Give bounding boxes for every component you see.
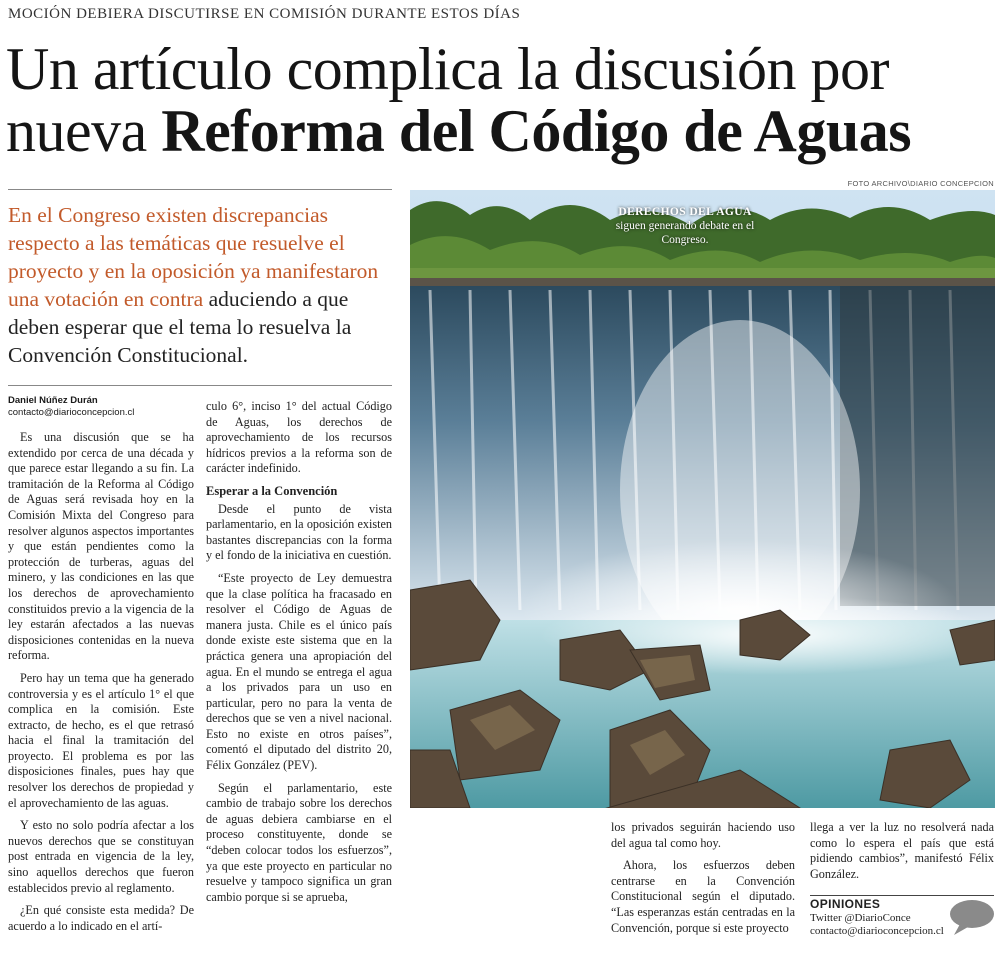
kicker: MOCIÓN DEBIERA DISCUTIRSE EN COMISIÓN DURANTE ESTOS DÍAS (8, 6, 521, 22)
headline-line2-bold: Reforma del Código de Aguas (161, 98, 912, 164)
article-column-4 (810, 820, 994, 889)
paragraph: ¿En qué consiste esta medida? De acuerdo a lo indicado en el artí- (8, 903, 194, 933)
lead-rest: aduciendo a que deben esperar que el tema lo resuelva la Convención Constitucional. (8, 287, 352, 367)
photo-caption (600, 205, 770, 247)
byline (8, 395, 134, 419)
paragraph: llega a ver la luz no resolverá nada como lo espera el país que está pidiendo cambios”, manifestó Félix González. (810, 820, 994, 881)
headline (6, 38, 996, 162)
speech-bubble-icon (946, 897, 996, 937)
paragraph: Y esto no solo podría afectar a los nuevos derechos que se constituyan post entrada en vigencia de la ley, sino aquellos derechos que fueron establecidos previo al reglamento. (8, 818, 194, 895)
headline-line2-regular: nueva (6, 98, 162, 164)
paragraph: los privados seguirán haciendo uso del agua tal como hoy. (611, 820, 795, 850)
article-column-1 (8, 430, 194, 941)
paragraph: Según el parlamentario, este cambio de trabajo sobre los derechos de aguas debiera cambiarse en el proceso constituyente, donde se “deben colocar todos los esfuerzos”, ya que este proyecto en particular no resuelve y tampoco significa un gran cambio porque si se aprueba, (206, 780, 392, 904)
opinion-twitter[interactable]: Twitter @DiarioConce (810, 912, 911, 924)
waterfall-illustration (410, 190, 995, 808)
lead-highlight: En el Congreso existen discrepancias respecto a las temáticas que resuelve el proyecto y en la oposición ya manifestaron una votación en contra (8, 203, 379, 311)
paragraph: Ahora, los esfuerzos deben centrarse en la Convención Constitucional según el diputado. “Las esperanzas están centradas en la Convención, porque si este proyecto (611, 858, 795, 935)
divider (810, 895, 994, 896)
opinion-title: OPINIONES (810, 897, 881, 911)
caption-head: DERECHOS DEL AGUA (618, 206, 752, 218)
opinion-box (810, 898, 950, 938)
caption-body: siguen generando debate en el Congreso. (615, 220, 755, 246)
lead-paragraph (8, 201, 396, 369)
opinion-email[interactable]: contacto@diarioconcepcion.cl (810, 925, 944, 937)
paragraph: culo 6°, inciso 1° del actual Código de Aguas, los derechos de aprovechamiento de los recursos hídricos previos a la reforma son de carácter indefinido. (206, 399, 392, 476)
paragraph: Es una discusión que se ha extendido por cerca de una década y que parece estar llegando a su fin. La tramitación de la Reforma al Código de Aguas será revisada hoy en la Comisión Mixta del Congreso para resolver algunos aspectos importantes y que están pendientes como la protección de turberas, aguas del minero, y las condiciones en las que los derechos de aprovechamiento constituidos previo a la vigencia de la ley estarán afectados a las nuevas disposiciones contenidas en la nueva reforma. (8, 430, 194, 663)
paragraph: “Este proyecto de Ley demuestra que la clase política ha fracasado en resolver el Código de Aguas de manera justa. Chile es el único país donde existe este sistema que en la práctica genera una apropiación del agua. En el mundo se entrega el agua a los privados para un uso en particular, pero no para la venta de derechos que se ven a nivel nacional. Esto no existe en otros países”, comentó el diputado del distrito 20, Félix González (PEV). (206, 570, 392, 773)
byline-author: Daniel Núñez Durán (8, 395, 98, 406)
paragraph: Desde el punto de vista parlamentario, en la oposición existen bastantes discrepancias con la forma y el fondo de la iniciativa en cuestión. (206, 501, 392, 563)
waterfall-photo (410, 190, 995, 808)
divider (8, 189, 392, 190)
divider (8, 385, 392, 386)
article-column-3 (611, 820, 795, 943)
headline-line1: Un artículo complica la discusión por (6, 36, 889, 102)
photo-credit: FOTO ARCHIVO\DIARIO CONCEPCION (847, 179, 994, 188)
paragraph: Pero hay un tema que ha generado controversia y es el artículo 1° el que complica en la comisión. Este extracto, de hecho, es el que retrasó hacia el final la tramitación del proyecto. El problema es por las disposiciones finales, pues hay que resolver los derechos de propiedad y el aprovechamiento de las aguas. (8, 670, 194, 810)
byline-email[interactable]: contacto@diarioconcepcion.cl (8, 407, 135, 418)
article-column-2 (206, 399, 392, 912)
subheading: Esperar a la Convención (206, 483, 338, 498)
